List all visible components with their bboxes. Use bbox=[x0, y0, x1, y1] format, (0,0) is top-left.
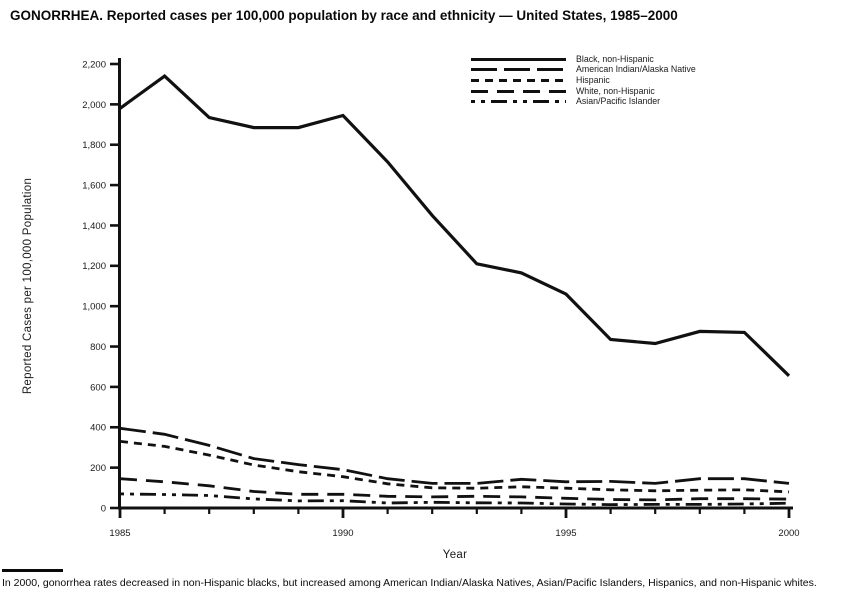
y-axis-title: Reported Cases per 100,000 Population bbox=[22, 177, 34, 395]
legend-label: Asian/Pacific Islander bbox=[576, 96, 661, 107]
legend-item-black-non-hispanic bbox=[470, 54, 696, 65]
y-tick-label: 800 bbox=[90, 341, 106, 353]
y-tick-label: 2,000 bbox=[82, 99, 106, 111]
legend-line-sample bbox=[470, 66, 567, 73]
x-tick-label: 2000 bbox=[778, 528, 800, 539]
y-tick-label: 0 bbox=[100, 503, 106, 515]
legend-line-sample bbox=[470, 88, 567, 95]
legend-label: American Indian/Alaska Native bbox=[576, 64, 696, 75]
footer-note: In 2000, gonorrhea rates decreased in non-Hispanic blacks, but increased among American Indian/Alaska Natives, Asian/Pacific Islanders, Hispanics, and non-Hispanic whites. bbox=[2, 577, 817, 589]
y-tick-label: 600 bbox=[90, 382, 106, 394]
y-tick-label: 200 bbox=[90, 463, 106, 475]
legend-item-asian-pacific-islander bbox=[470, 96, 696, 107]
legend-item-american-indian-alaska-native bbox=[470, 65, 696, 76]
legend-item-hispanic bbox=[470, 75, 696, 86]
y-tick-label: 400 bbox=[90, 422, 106, 434]
legend-line-sample bbox=[470, 56, 567, 63]
series-line-american-indian-alaska-native bbox=[120, 428, 789, 483]
legend bbox=[470, 54, 696, 107]
x-axis-title: Year bbox=[442, 549, 468, 561]
y-tick-label: 1,600 bbox=[82, 180, 106, 192]
series-line-asian-pacific-islander bbox=[120, 494, 789, 505]
x-tick-label: 1995 bbox=[555, 528, 577, 539]
y-tick-label: 1,400 bbox=[82, 220, 106, 232]
x-tick-label: 1985 bbox=[109, 528, 131, 539]
legend-label: Black, non-Hispanic bbox=[576, 53, 654, 64]
y-tick-label: 2,200 bbox=[82, 59, 106, 71]
legend-item-white-non-hispanic bbox=[470, 86, 696, 97]
y-tick-label: 1,800 bbox=[82, 140, 106, 152]
series-line-black-non-hispanic bbox=[120, 76, 789, 376]
y-tick-label: 1,000 bbox=[82, 301, 106, 313]
legend-label: Hispanic bbox=[576, 75, 610, 86]
footer-rule bbox=[2, 569, 63, 572]
x-tick-label: 1990 bbox=[332, 528, 354, 539]
y-tick-label: 1,200 bbox=[82, 261, 106, 273]
legend-label: White, non-Hispanic bbox=[576, 85, 655, 96]
chart-title: GONORRHEA. Reported cases per 100,000 population by race and ethnicity — United States, 1985–2000 bbox=[10, 8, 678, 23]
legend-line-sample bbox=[470, 98, 567, 105]
legend-line-sample bbox=[470, 77, 567, 84]
